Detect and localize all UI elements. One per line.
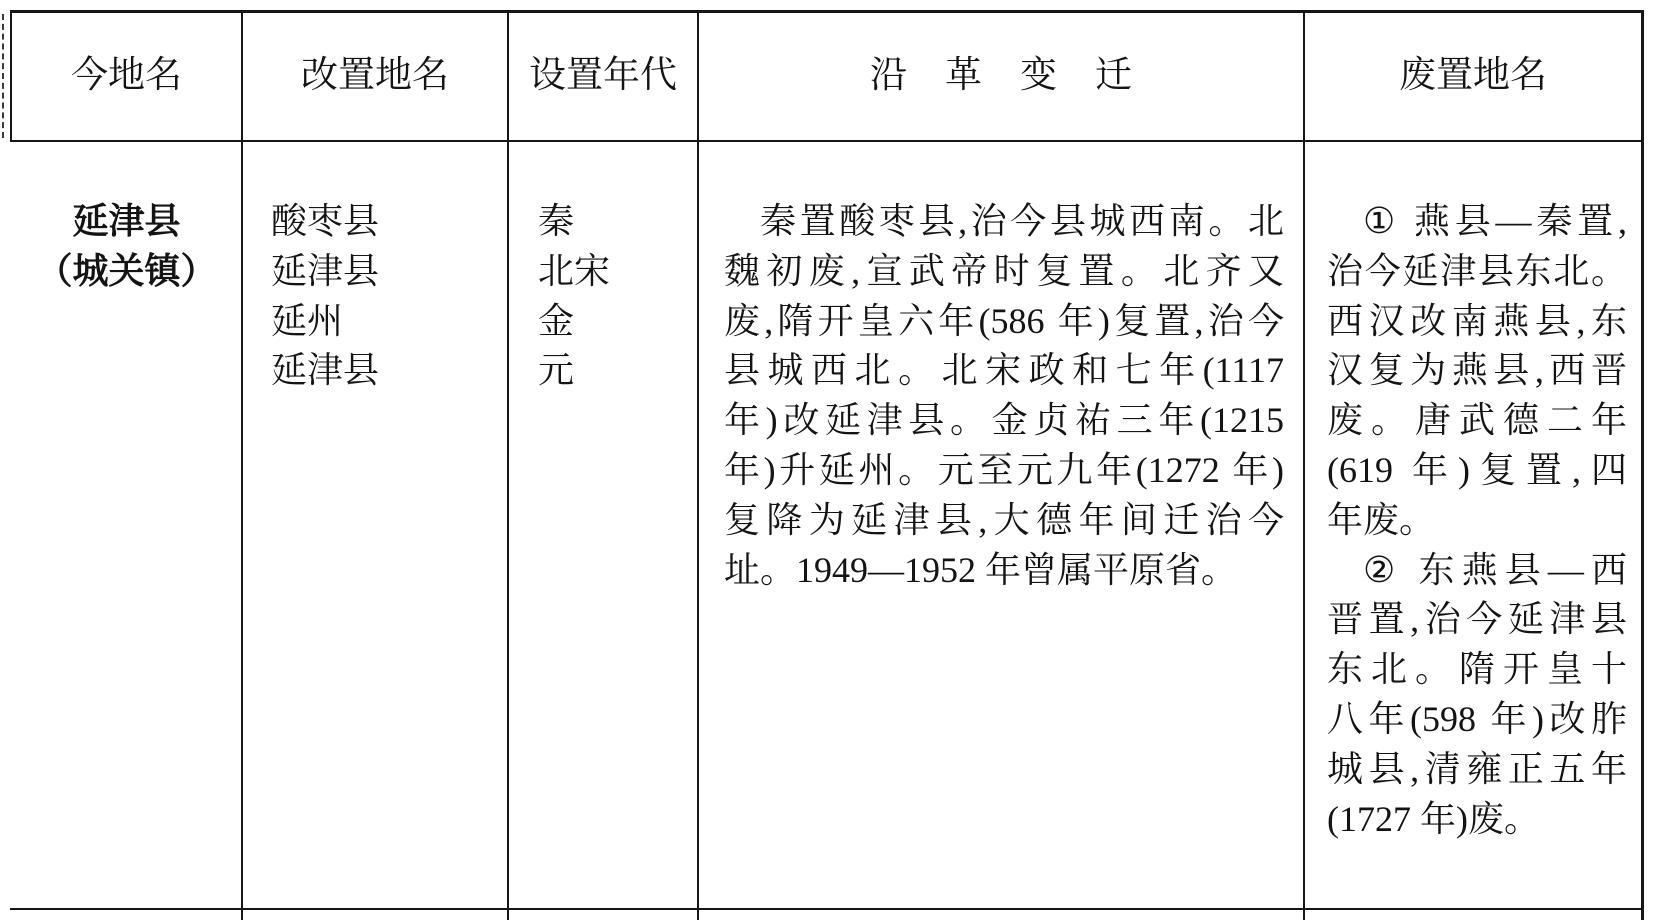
set-up-era: 秦 [538,201,575,241]
header-set-up-era: 设置年代 [529,55,677,96]
current-name: 延津县 [72,201,181,241]
changed-name: 酸枣县 [271,201,380,241]
abolished-line: 城县,清雍正五年 [1327,748,1627,789]
current-name-note: （城关镇） [36,250,217,291]
scan-edge-mark [2,14,4,138]
table-rule-top [10,10,1644,13]
table-rule-row-bottom [10,908,1644,910]
abolished-line: 八年(598 年)改胙 [1327,698,1627,739]
header-current-name: 今地名 [71,55,182,96]
abolished-line: ① 燕县—秦置, [1363,201,1627,241]
history-line: 魏初废,宣武帝时复置。北齐又 [724,250,1284,291]
header-history: 沿革变迁 [870,55,1170,96]
changed-name: 延州 [271,300,344,341]
table-rule-col4 [1303,10,1305,920]
abolished-line: 东北。隋开皇十 [1327,649,1627,690]
history-line: 址。1949—1952 年曾属平原省。 [724,549,1238,590]
abolished-line: 晋置,治今延津县 [1327,599,1627,640]
header-changed-name: 改置地名 [301,55,449,96]
abolished-line: (1727 年)废。 [1327,798,1540,839]
set-up-era: 金 [538,300,575,341]
history-line: 秦置酸枣县,治今县城西南。北 [760,201,1284,241]
cell-history [724,197,1284,595]
table-rule-col3 [697,10,699,920]
table-rule-col2 [507,10,509,920]
history-line: 年)升延州。元至元九年(1272 年) [724,449,1284,490]
header-abolished-name: 废置地名 [1399,55,1547,96]
abolished-line: 废。唐武德二年 [1327,400,1627,441]
abolished-line: 汉复为燕县,西晋 [1327,350,1627,391]
history-line: 废,隋开皇六年(586 年)复置,治今 [724,300,1284,341]
abolished-line: 年废。 [1327,499,1436,540]
abolished-line: 西汉改南燕县,东 [1327,300,1627,341]
table-rule-right [1641,10,1644,920]
changed-name: 延津县 [271,350,380,391]
history-line: 复降为延津县,大德年间迁治今 [724,499,1284,540]
table-rule-col1 [241,10,243,920]
history-line: 年)改延津县。金贞祐三年(1215 [724,400,1284,441]
abolished-line: ② 东燕县—西 [1363,549,1627,590]
table-rule-header-bottom [10,140,1644,142]
abolished-line: 治今延津县东北。 [1327,250,1627,291]
abolished-line: (619 年)复置,四 [1327,449,1627,490]
cell-abolished-names [1327,197,1627,844]
set-up-era: 北宋 [538,250,611,291]
history-line: 县城西北。北宋政和七年(1117 [724,350,1284,391]
cell-changed-names [271,197,501,396]
set-up-era: 元 [538,350,575,391]
cell-current-name [11,197,242,297]
changed-name: 延津县 [271,250,380,291]
cell-set-up-eras [538,197,688,396]
